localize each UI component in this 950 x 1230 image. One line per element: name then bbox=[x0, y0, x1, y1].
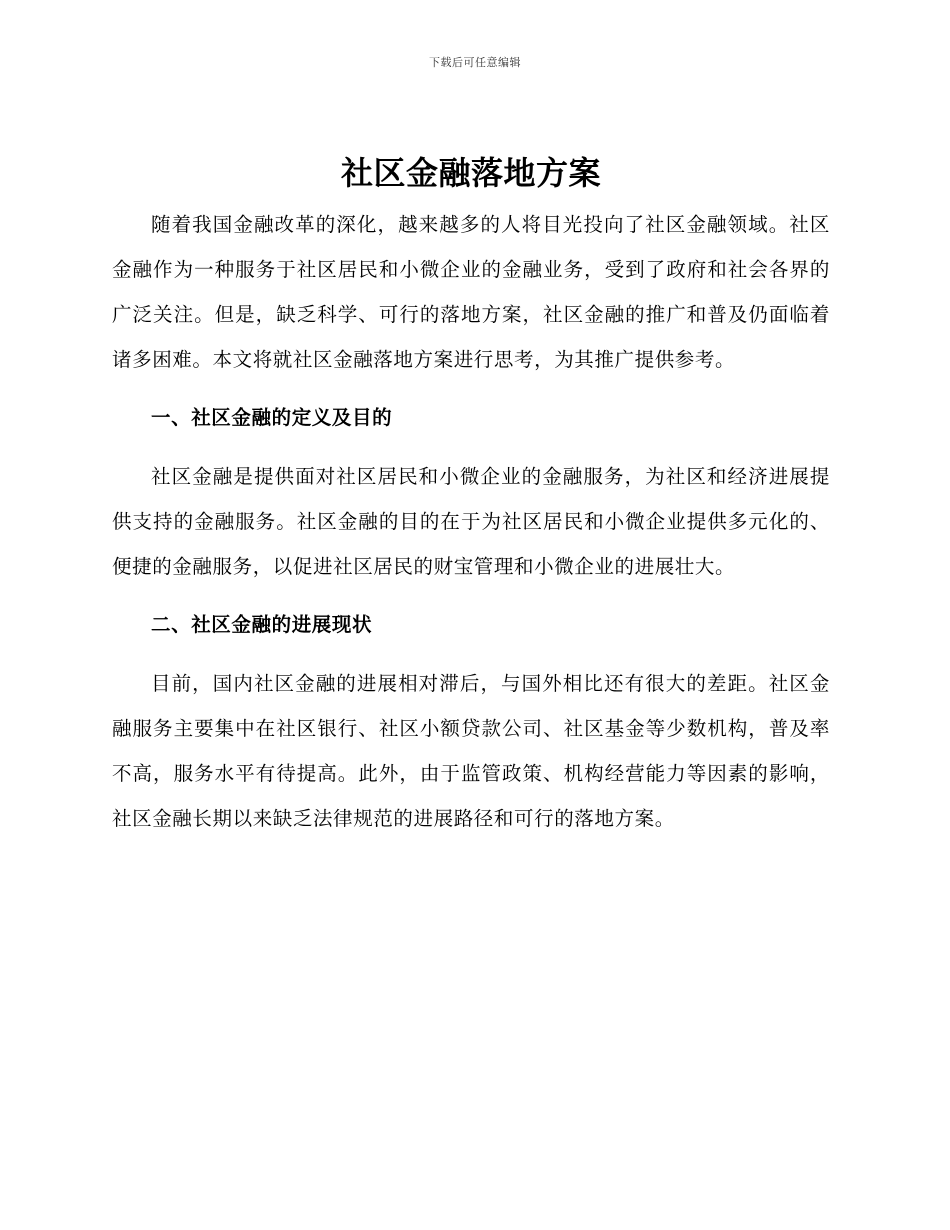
section-body-definition: 社区金融是提供面对社区居民和小微企业的金融服务，为社区和经济进展提供支持的金融服务。社区金融的目的在于为社区居民和小微企业提供多元化的、便捷的金融服务，以促进社区居民的财宝管理和小微企业的进展壮大。 bbox=[112, 465, 830, 578]
page-title: 社区金融落地方案 bbox=[340, 154, 601, 192]
header-note: 下载后可任意编辑 bbox=[429, 56, 521, 69]
section-heading-definition: 一、社区金融的定义及目的 bbox=[151, 406, 393, 429]
intro-paragraph: 随着我国金融改革的深化，越来越多的人将目光投向了社区金融领域。社区金融作为一种服务于社区居民和小微企业的金融业务，受到了政府和社会各界的广泛关注。但是，缺乏科学、可行的落地方案，社区金融的推广和普及仍面临着诸多困难。本文将就社区金融落地方案进行思考，为其推广提供参考。 bbox=[112, 213, 830, 371]
section-heading-status: 二、社区金融的进展现状 bbox=[151, 613, 373, 636]
document-body bbox=[112, 150, 830, 841]
section-body-status: 目前，国内社区金融的进展相对滞后，与国外相比还有很大的差距。社区金融服务主要集中在社区银行、社区小额贷款公司、社区基金等少数机构，普及率不高，服务水平有待提高。此外，由于监管政策、机构经营能力等因素的影响，社区金融长期以来缺乏法律规范的进展路径和可行的落地方案。 bbox=[112, 672, 830, 830]
